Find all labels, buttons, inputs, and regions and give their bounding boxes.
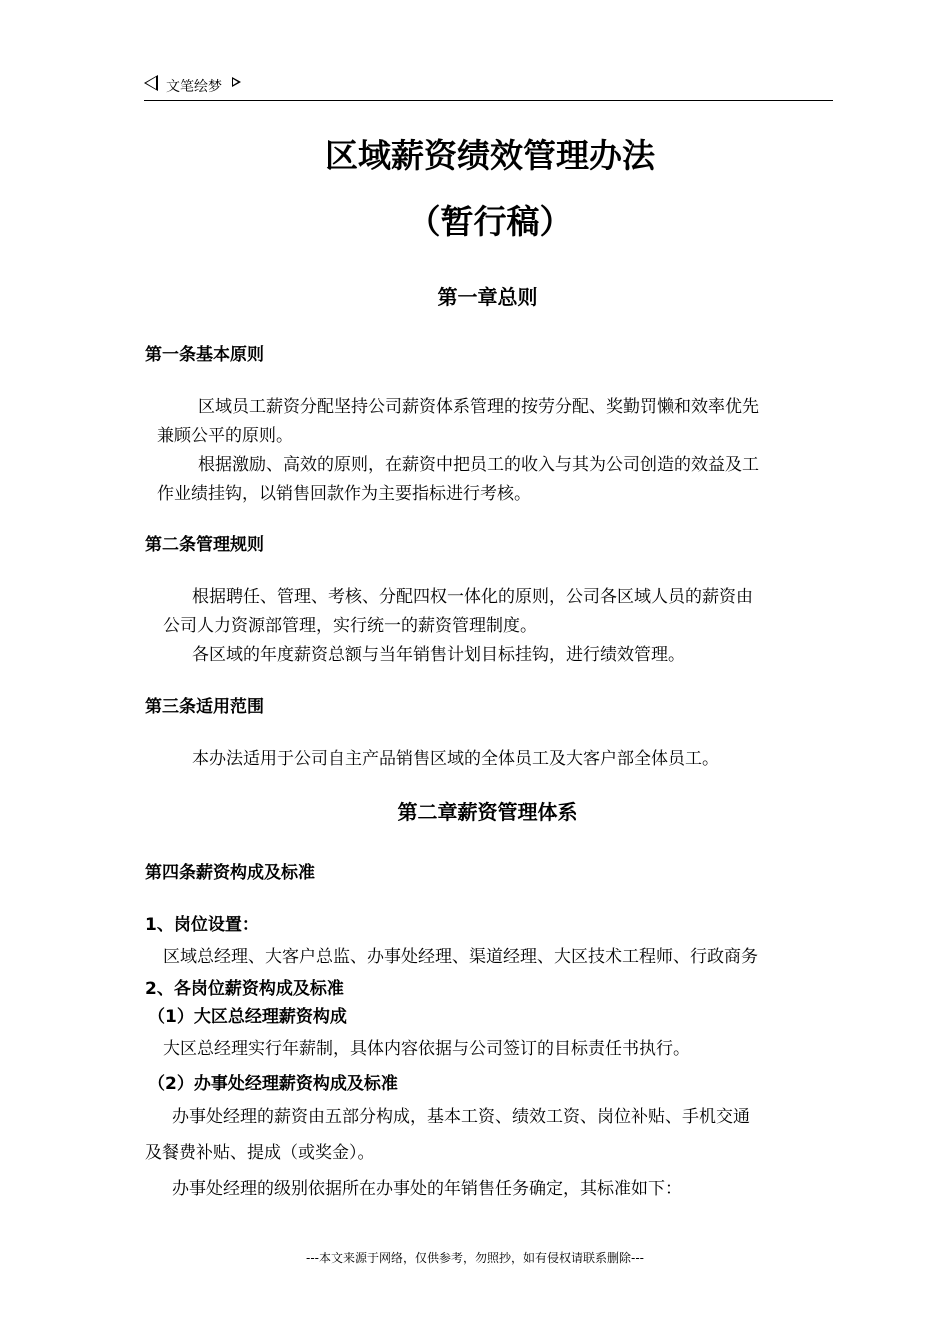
subsection-2-heading: （2）办事处经理薪资构成及标准 [148, 1074, 398, 1094]
article-1-line: 根据激励、高效的原则，在薪资中把员工的收入与其为公司创造的效益及工 [198, 455, 759, 475]
article-2-line: 公司人力资源部管理，实行统一的薪资管理制度。 [163, 616, 537, 636]
article-1-line: 区域员工薪资分配坚持公司薪资体系管理的按劳分配、奖勤罚懒和效率优先 [198, 397, 759, 417]
section-2-heading: 2、各岗位薪资构成及标准 [145, 979, 344, 999]
page-footer: ---本文来源于网络，仅供参考，勿照抄，如有侵权请联系删除--- [306, 1251, 644, 1265]
article-2-line: 各区域的年度薪资总额与当年销售计划目标挂钩，进行绩效管理。 [192, 645, 685, 665]
document-subtitle: （暂行稿） [407, 202, 573, 241]
subsection-1-heading: （1）大区总经理薪资构成 [148, 1007, 347, 1027]
article-1-heading: 第一条基本原则 [145, 345, 264, 365]
article-3-heading: 第三条适用范围 [145, 697, 264, 717]
article-1-line: 作业绩挂钩，以销售回款作为主要指标进行考核。 [157, 484, 531, 504]
subsection-2-line: 办事处经理的级别依据所在办事处的年销售任务确定，其标准如下： [172, 1179, 682, 1199]
section-1-text: 区域总经理、大客户总监、办事处经理、渠道经理、大区技术工程师、行政商务 [163, 947, 758, 967]
subsection-2-line: 办事处经理的薪资由五部分构成，基本工资、绩效工资、岗位补贴、手机交通 [172, 1107, 750, 1127]
subsection-2-line: 及餐费补贴、提成（或奖金）。 [145, 1143, 375, 1163]
page-header [144, 70, 833, 101]
document-title: 区域薪资绩效管理办法 [325, 136, 655, 175]
article-2-heading: 第二条管理规则 [145, 535, 264, 555]
article-3-line: 本办法适用于公司自主产品销售区域的全体员工及大客户部全体员工。 [192, 749, 719, 769]
article-2-line: 根据聘任、管理、考核、分配四权一体化的原则，公司各区域人员的薪资由 [192, 587, 753, 607]
header-brand: 文笔绘梦 [166, 79, 222, 95]
article-4-heading: 第四条薪资构成及标准 [145, 863, 315, 883]
chapter-2-heading: 第二章薪资管理体系 [397, 800, 578, 824]
triangle-right-icon [232, 77, 241, 87]
chapter-1-heading: 第一章总则 [437, 285, 538, 309]
subsection-1-text: 大区总经理实行年薪制，具体内容依据与公司签订的目标责任书执行。 [163, 1039, 690, 1059]
article-1-line: 兼顾公平的原则。 [157, 426, 293, 446]
triangle-left-icon [144, 75, 158, 91]
section-1-heading: 1、岗位设置： [145, 915, 259, 935]
